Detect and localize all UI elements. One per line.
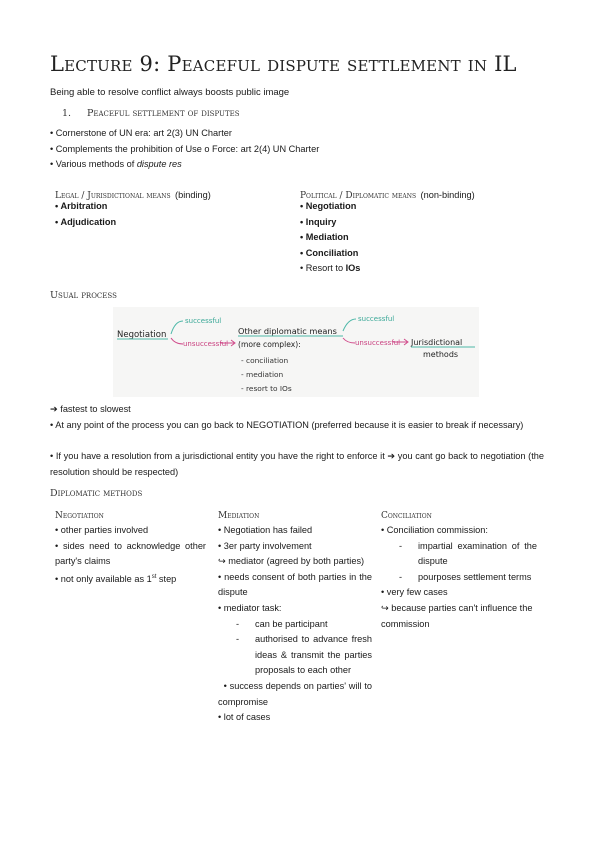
return-arrow-icon: ↪ bbox=[218, 556, 226, 567]
list-item: - can be participant bbox=[236, 618, 328, 629]
diagram-list-item-2: - mediation bbox=[241, 370, 284, 379]
section1-bullets bbox=[50, 126, 319, 173]
mediation-heading: Mediation bbox=[218, 511, 260, 521]
diagram-middle-line2: (more complex): bbox=[238, 340, 301, 349]
process-note-1: • At any point of the process you can go back to NEGOTIATION (preferred because it is easier to break if necessary) bbox=[50, 420, 524, 430]
diagram-unsuccessful-label-1: unsuccessful bbox=[183, 340, 229, 348]
list-item: • other parties involved bbox=[55, 525, 149, 535]
diplomatic-methods-heading: Diplomatic methods bbox=[50, 488, 143, 499]
list-item: - authorised to advance fresh ideas & transmit the parties proposals to each other bbox=[236, 634, 372, 676]
section1-heading: Peaceful settlement of disputes bbox=[87, 108, 240, 119]
legal-means-heading: Legal / Jurisdictional means bbox=[55, 191, 171, 201]
list-item: • Adjudication bbox=[55, 216, 117, 227]
mediation-column bbox=[218, 523, 372, 726]
list-item: • Conciliation commission: bbox=[381, 525, 488, 535]
list-item: - impartial examination of the dispute bbox=[399, 540, 537, 567]
political-means-list bbox=[300, 199, 360, 277]
list-item: • Complements the prohibition of Use o Force: art 2(4) UN Charter bbox=[50, 143, 320, 154]
list-item: • Inquiry bbox=[300, 216, 337, 227]
list-item: - pourposes settlement terms bbox=[399, 571, 532, 582]
list-item: • Various methods of dispute res bbox=[50, 159, 182, 170]
process-diagram bbox=[113, 307, 479, 397]
section1-number: 1. bbox=[62, 108, 72, 119]
list-item: • very few cases bbox=[381, 587, 448, 598]
list-item: • success depends on parties' will to compromise bbox=[218, 680, 372, 707]
conciliation-column bbox=[381, 523, 537, 632]
fastest-note: ➔ fastest to slowest bbox=[50, 404, 131, 414]
negotiation-heading: Negotiation bbox=[55, 511, 104, 521]
list-item: ↪ mediator (agreed by both parties) bbox=[218, 556, 365, 567]
list-item: • Arbitration bbox=[55, 201, 108, 211]
return-arrow-icon: ↪ bbox=[381, 602, 389, 613]
list-item: • Negotiation bbox=[300, 201, 357, 211]
list-item: • not only available as 1st step bbox=[55, 573, 177, 584]
diagram-successful-label-1: successful bbox=[185, 317, 222, 325]
political-means-heading: Political / Diplomatic means bbox=[300, 191, 417, 201]
list-item: • lot of cases bbox=[218, 712, 271, 723]
usual-process-heading: Usual process bbox=[50, 290, 117, 301]
diagram-successful-label-2: successful bbox=[358, 315, 395, 323]
diagram-list-item-1: - conciliation bbox=[241, 356, 289, 365]
diagram-unsuccessful-label-2: unsuccessful bbox=[355, 339, 401, 347]
list-item: • Mediation bbox=[300, 232, 349, 243]
process-note-2: • If you have a resolution from a jurisdictional entity you have the right to enforce it ➔ you cant go back to negotiation (the resolution should be respected) bbox=[50, 451, 544, 477]
list-item: • sides need to acknowledge other party's claims bbox=[55, 540, 206, 567]
arrow-icon: ➔ bbox=[50, 404, 58, 414]
list-item: • Resort to IOs bbox=[300, 263, 361, 274]
subtitle: Being able to resolve conflict always boosts public image bbox=[50, 87, 290, 98]
diagram-middle-line1: Other diplomatic means bbox=[238, 326, 337, 336]
page-title: Lecture 9: Peaceful dispute settlement in IL bbox=[50, 52, 517, 76]
diagram-end-line2: methods bbox=[423, 350, 459, 359]
political-means-note: (non-binding) bbox=[420, 190, 475, 200]
legal-means-list bbox=[55, 199, 116, 230]
diagram-start-label: Negotiation bbox=[117, 330, 167, 340]
list-item: • needs consent of both parties in the dispute bbox=[218, 571, 372, 598]
list-item: • Cornerstone of UN era: art 2(3) UN Charter bbox=[50, 128, 232, 138]
list-item: • 3er party involvement bbox=[218, 540, 312, 551]
list-item: • Negotiation has failed bbox=[218, 525, 313, 535]
list-item: ↪ because parties can't influence the commission bbox=[381, 602, 533, 629]
legal-means-note: (binding) bbox=[175, 190, 211, 200]
diagram-list-item-3: - resort to IOs bbox=[241, 384, 292, 393]
list-item: • mediator task: bbox=[218, 602, 282, 613]
conciliation-heading: Conciliation bbox=[381, 511, 432, 521]
list-item: • Conciliation bbox=[300, 247, 359, 258]
negotiation-column bbox=[55, 523, 206, 587]
arrow-icon: ➔ bbox=[387, 451, 396, 461]
diagram-end-line1: Jurisdictional bbox=[411, 338, 463, 347]
